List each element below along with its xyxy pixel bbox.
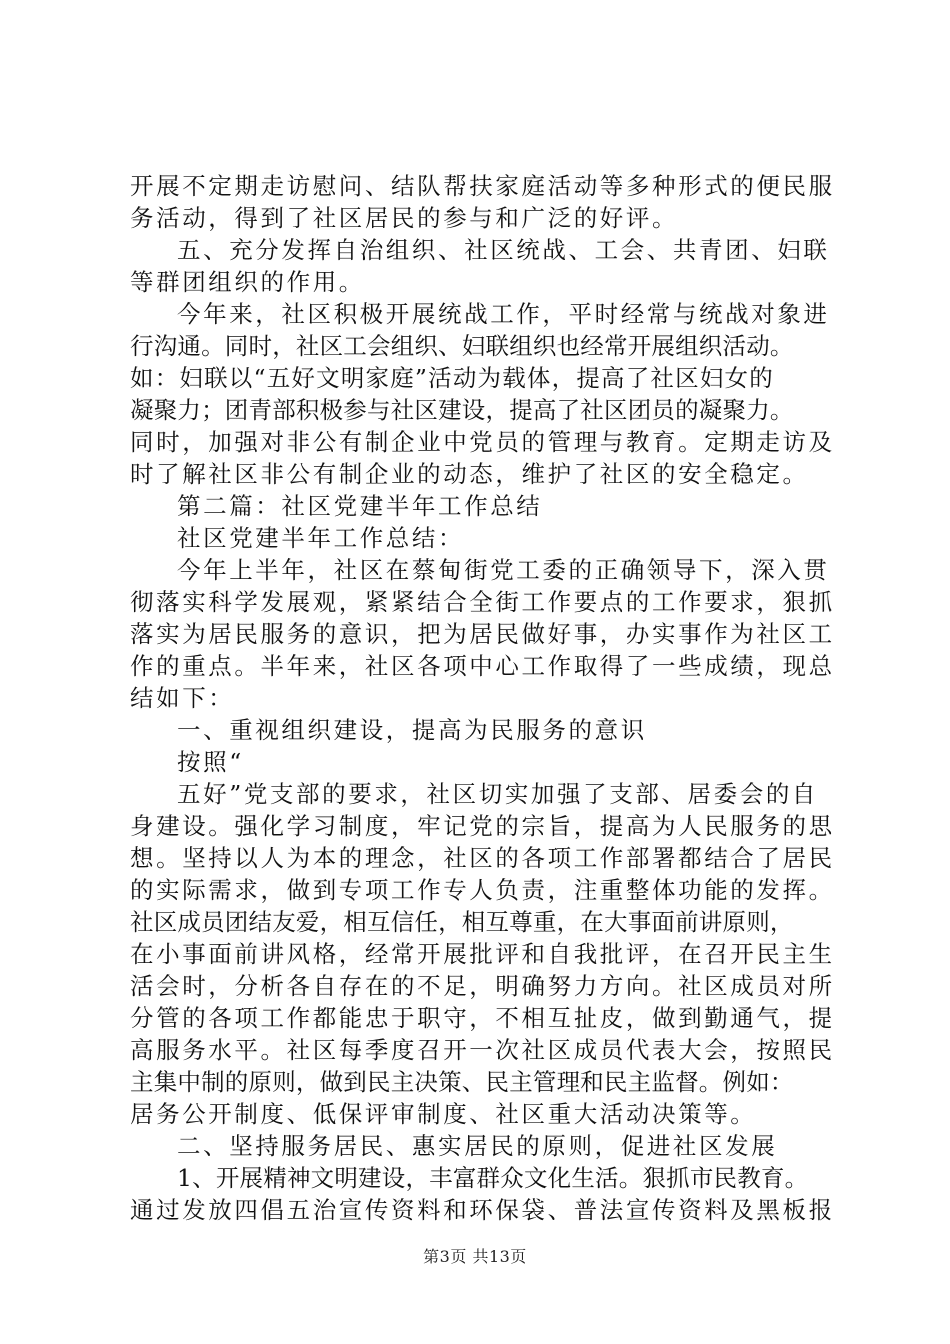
text-line: 等群团组织的作用。: [130, 268, 365, 296]
text-line: 行沟通。同时，社区工会组织、妇联组织也经常开展组织活动。: [130, 332, 794, 360]
text-line: 身建设。强化学习制度，牢记党的宗旨，提高为人民服务的思: [130, 812, 835, 840]
text-line: 落实为居民服务的意识，把为居民做好事，办实事作为社区工: [130, 620, 835, 648]
text-line: 如：妇联以“五好文明家庭”活动为载体，提高了社区妇女的: [130, 364, 774, 392]
text-line: 高服务水平。社区每季度召开一次社区成员代表大会，按照民: [130, 1036, 835, 1064]
text-line: 结如下：: [130, 684, 235, 712]
text-line: 开展不定期走访慰问、结队帮扶家庭活动等多种形式的便民服: [130, 172, 835, 200]
text-line: 彻落实科学发展观，紧紧结合全街工作要点的工作要求，狠抓: [130, 588, 835, 616]
text-line: 作的重点。半年来，社区各项中心工作取得了一些成绩，现总: [130, 652, 835, 680]
text-line: 的实际需求，做到专项工作专人负责，注重整体功能的发挥。: [130, 876, 835, 904]
text-line: 居务公开制度、低保评审制度、社区重大活动决策等。: [130, 1100, 757, 1128]
text-line: 在小事面前讲风格，经常开展批评和自我批评，在召开民主生: [130, 940, 835, 968]
page-number-footer: 第3页 共13页: [423, 1247, 527, 1266]
text-line: 按照“: [177, 748, 244, 776]
text-line: 想。坚持以人为本的理念，社区的各项工作部署都结合了居民: [130, 844, 835, 872]
text-line: 时了解社区非公有制企业的动态，维护了社区的安全稳定。: [130, 460, 809, 488]
text-line: 通过发放四倡五治宣传资料和环保袋、普法宣传资料及黑板报: [130, 1196, 835, 1224]
text-line: 今年上半年，社区在蔡甸街党工委的正确领导下，深入贯: [177, 556, 830, 584]
section-heading: 五、充分发挥自治组织、社区统战、工会、共青团、妇联: [177, 236, 830, 264]
summary-title: 社区党建半年工作总结：: [177, 524, 465, 552]
text-line: 同时，加强对非公有制企业中党员的管理与教育。定期走访及: [130, 428, 835, 456]
text-line: 凝聚力；团青部积极参与社区建设，提高了社区团员的凝聚力。: [130, 396, 794, 424]
text-line: 1、开展精神文明建设，丰富群众文化生活。狠抓市民教育。: [177, 1164, 809, 1192]
text-line: 今年来，社区积极开展统战工作，平时经常与统战对象进: [177, 300, 830, 328]
document-body: [130, 170, 835, 1226]
text-line: 五好”党支部的要求，社区切实加强了支部、居委会的自: [177, 780, 819, 808]
text-line: 社区成员团结友爱，相互信任，相互尊重，在大事面前讲原则，: [130, 908, 794, 936]
chapter-title: 第二篇：社区党建半年工作总结: [177, 492, 543, 520]
text-line: 主集中制的原则，做到民主决策、民主管理和民主监督。例如：: [130, 1068, 794, 1096]
section-heading: 一、重视组织建设，提高为民服务的意识: [177, 716, 647, 744]
text-line: 分管的各项工作都能忠于职守，不相互扯皮，做到勤通气，提: [130, 1004, 835, 1032]
text-line: 活会时，分析各自存在的不足，明确努力方向。社区成员对所: [130, 972, 835, 1000]
section-heading: 二、坚持服务居民、惠实居民的原则，促进社区发展: [177, 1132, 778, 1160]
text-line: 务活动，得到了社区居民的参与和广泛的好评。: [130, 204, 679, 232]
